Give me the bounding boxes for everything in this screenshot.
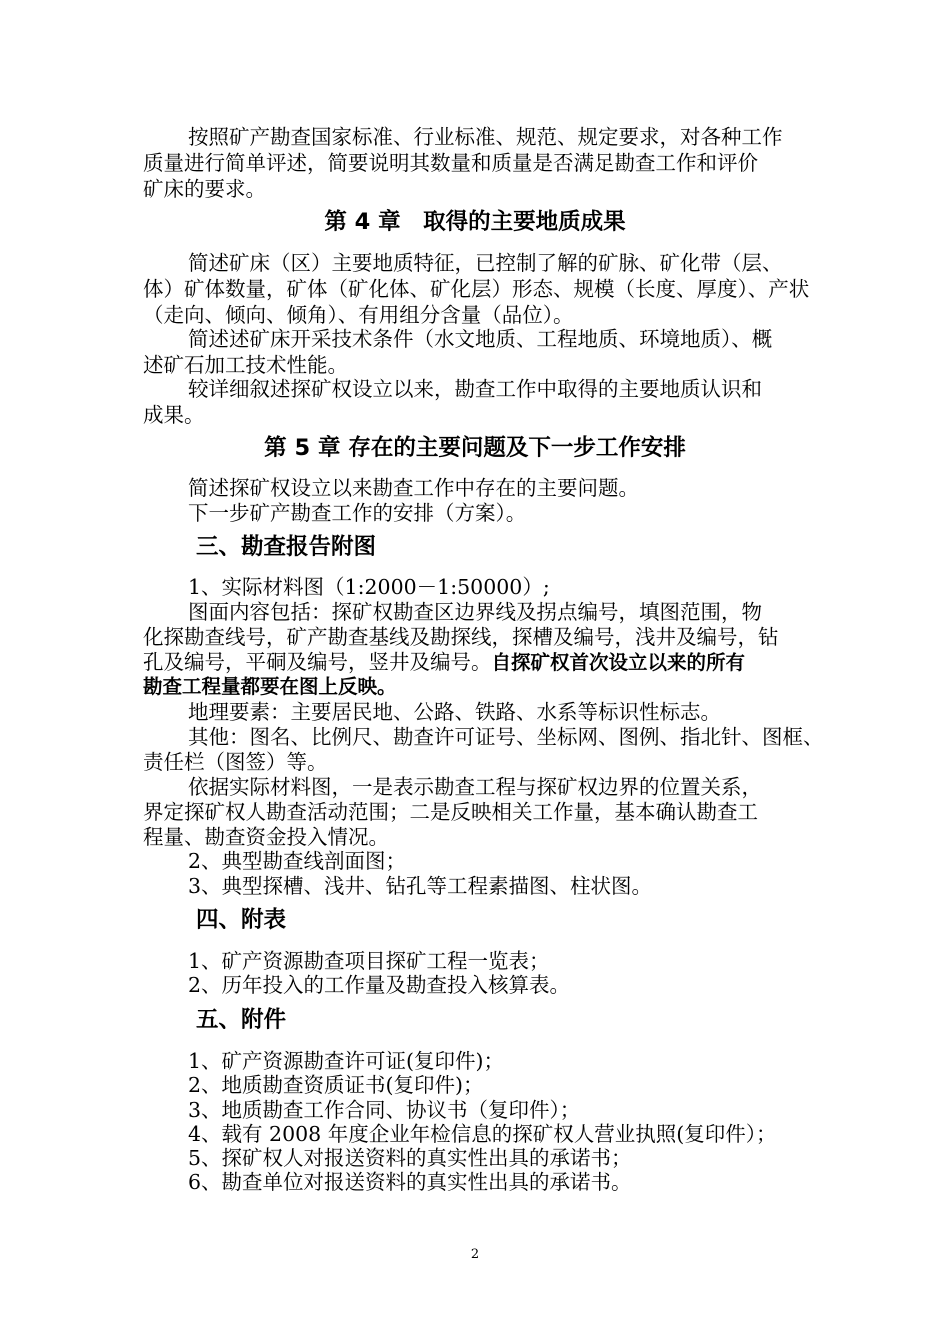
- paragraph-line: [143, 649, 745, 676]
- text-emphasis: 自探矿权首次设立以来的所有: [491, 651, 746, 674]
- paragraph-line: 简述探矿权设立以来勘查工作中存在的主要问题。: [188, 476, 639, 500]
- page-number: 2: [470, 1247, 480, 1262]
- paragraph-line: 程量、勘查资金投入情况。: [143, 825, 389, 849]
- paragraph-line: 下一步矿产勘查工作的安排（方案）。: [188, 501, 527, 525]
- chapter-4-title: 第 4 章 取得的主要地质成果: [324, 209, 626, 235]
- list-item: 2、地质勘查资质证书(复印件)；: [188, 1073, 484, 1097]
- paragraph-line: 责任栏（图签）等。: [143, 750, 328, 774]
- list-item: 1、矿产资源勘查项目探矿工程一览表；: [188, 949, 550, 973]
- paragraph-line: 其他：图名、比例尺、勘查许可证号、坐标网、图例、指北针、图框、: [188, 725, 824, 749]
- paragraph-line: 界定探矿权人勘查活动范围；二是反映相关工作量，基本确认勘查工: [143, 800, 758, 824]
- paragraph-line: 简述矿床（区）主要地质特征，已控制了解的矿脉、矿化带（层、: [188, 251, 783, 275]
- list-item: 2、历年投入的工作量及勘查投入核算表。: [188, 973, 571, 997]
- paragraph-line: 体）矿体数量，矿体（矿化体、矿化层）形态、规模（长度、厚度）、产状: [143, 277, 810, 301]
- list-item: 1、矿产资源勘查许可证(复印件)；: [188, 1049, 505, 1073]
- paragraph-line: 简述述矿床开采技术条件（水文地质、工程地质、环境地质）、概: [188, 327, 773, 351]
- paragraph-line: 述矿石加工技术性能。: [143, 353, 348, 377]
- list-item: 6、勘查单位对报送资料的真实性出具的承诺书。: [188, 1170, 632, 1194]
- paragraph-line: 依据实际材料图，一是表示勘查工程与探矿权边界的位置关系，: [188, 775, 762, 799]
- paragraph-line: 质量进行简单评述，简要说明其数量和质量是否满足勘查工作和评价: [143, 151, 758, 175]
- section-5-title: 五、附件: [196, 1007, 287, 1033]
- paragraph-line: 矿床的要求。: [143, 177, 266, 201]
- list-item: 4、载有 2008 年度企业年检信息的探矿权人营业执照(复印件）；: [188, 1122, 777, 1146]
- list-item: 3、典型探槽、浅井、钻孔等工程素描图、柱状图。: [188, 874, 653, 898]
- list-item: 3、地质勘查工作合同、协议书（复印件）；: [188, 1098, 581, 1122]
- text-emphasis: 勘查工程量都要在图上反映。: [143, 675, 397, 698]
- section-3-title: 三、勘查报告附图: [196, 534, 377, 560]
- paragraph-line: 成果。: [143, 403, 205, 427]
- text-normal: 孔及编号，平硐及编号，竖井及编号。: [143, 650, 492, 674]
- paragraph-line: （走向、倾向、倾角）、有用组分含量（品位）。: [143, 303, 574, 327]
- section-4-title: 四、附表: [196, 907, 287, 933]
- paragraph-line: 地理要素：主要居民地、公路、铁路、水系等标识性标志。: [188, 700, 721, 724]
- list-item: 5、探矿权人对报送资料的真实性出具的承诺书；: [188, 1146, 632, 1170]
- paragraph-line: 图面内容包括：探矿权勘查区边界线及拐点编号，填图范围，物: [188, 600, 762, 624]
- paragraph-line: 按照矿产勘查国家标准、行业标准、规范、规定要求，对各种工作: [188, 125, 783, 149]
- chapter-5-title: 第 5 章 存在的主要问题及下一步工作安排: [264, 435, 686, 461]
- list-item: 2、典型勘查线剖面图；: [188, 849, 407, 873]
- paragraph-line: 较详细叙述探矿权设立以来，勘查工作中取得的主要地质认识和: [188, 377, 762, 401]
- list-item: 1、实际材料图（1:2000－1:50000）;: [188, 575, 550, 599]
- paragraph-line: 化探勘查线号，矿产勘查基线及勘探线，探槽及编号，浅井及编号，钻: [143, 625, 779, 649]
